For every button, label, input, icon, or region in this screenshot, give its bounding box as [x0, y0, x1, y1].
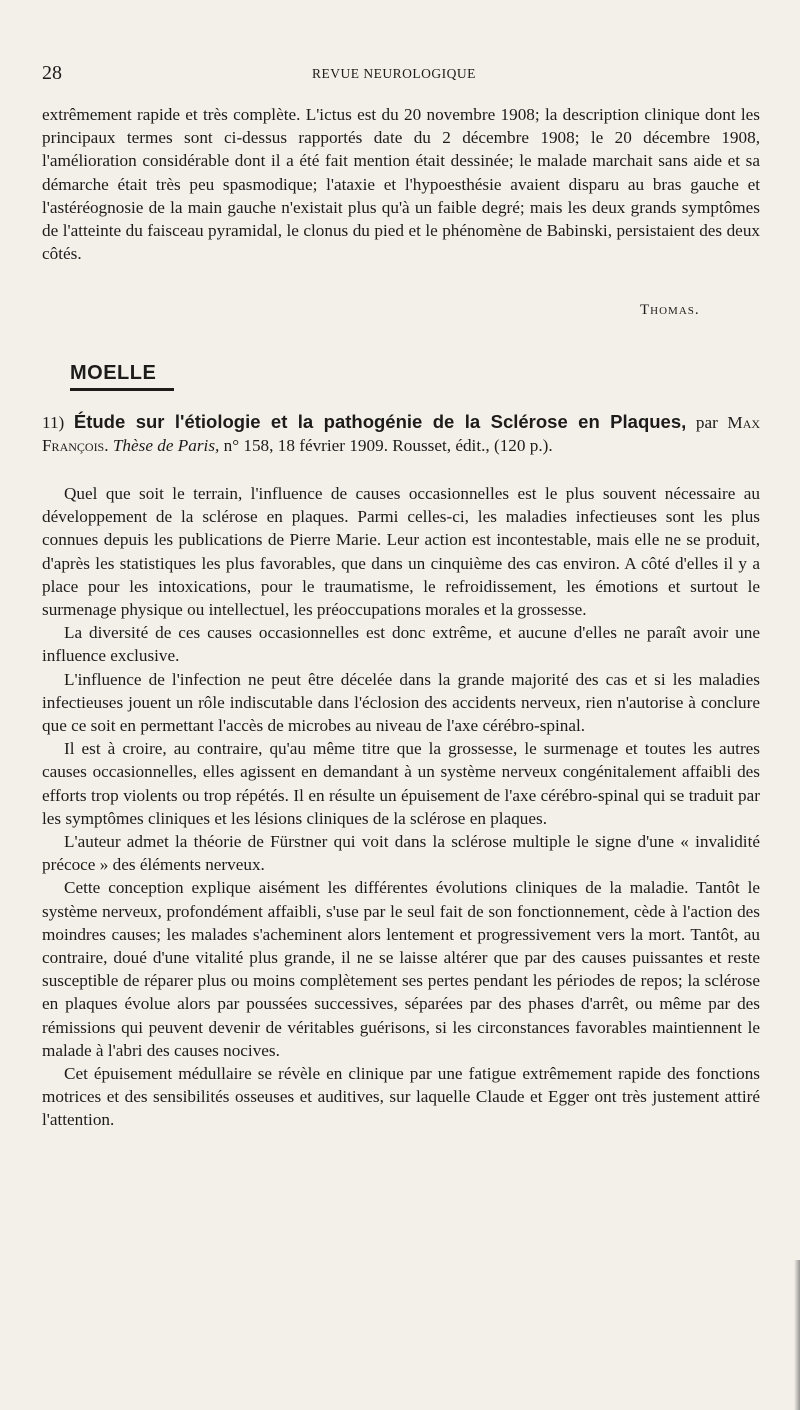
entry-number: 11) — [42, 413, 65, 432]
body-paragraph: Cet épuisement médullaire se révèle en clinique par une fatigue extrêmement rapide des fonctions motrices et des sensibilités osseuses et auditives, sur laquelle Claude et Egger ont très justement attiré l'attention. — [42, 1064, 760, 1130]
body-paragraph: Quel que soit le terrain, l'influence de causes occasionnelles est le plus souvent nécessaire au développement de la sclérose en plaques. Parmi celles-ci, les maladies infectieuses sont les plus connues depuis les publications de Pierre Marie. Leur action est incontestable, mais elle ne se produit, d'après les statistiques les plus favorables, que dans un cinquième des cas environ. A côté d'elles il y a place pour les intoxications, pour le traumatisme, le refroidissement, les émotions et surtout le surmenage physique ou intellectuel, les préoccupations morales et la grossesse. — [42, 484, 760, 620]
running-head: REVUE NEUROLOGIQUE — [312, 66, 476, 81]
entry-details: n° 158, 18 février 1909. Rousset, édit., (120 p.). — [223, 436, 553, 455]
entry-author: Max François. — [42, 413, 761, 455]
entry-heading — [42, 410, 760, 457]
review-entry — [42, 410, 760, 457]
section-underline — [70, 388, 174, 391]
body-paragraph: La diversité de ces causes occasionnelles est donc extrême, et aucune d'elles ne paraît avoir une influence exclusive. — [42, 623, 760, 666]
intro-paragraph: extrêmement rapide et très complète. L'ictus est du 20 novembre 1908; la description clinique dont les principaux termes sont ci-dessus rapportés date du 2 décembre 1908; le 20 décembre 1908, l'amélioration considérable dont il a été fait mention était dessinée; le malade marchait sans aide et sa démarche était très peu spasmodique; l'ataxie et l'hypoesthésie avaient disparu au bras gauche et l'astéréognosie de la main gauche n'existait plus qu'à un faible degré; mais les deux grands symptômes de l'atteinte du faisceau pyramidal, le clonus du pied et le phénomène de Babinski, persistaient des deux côtés. — [42, 105, 760, 264]
entry-source: Thèse de Paris, — [112, 436, 220, 455]
body-paragraph: Cette conception explique aisément les différentes évolutions cliniques de la maladie. Tantôt le système nerveux, profondément affaibli, s'use par le seul fait de son fonctionnement, cède à l'action des moindres causes; les malades s'acheminent alors lentement et progressivement vers la mort. Tantôt, au contraire, doué d'une vitalité plus grande, il ne se laisse altérer que par des causes puissantes et reste susceptible de réparer plus ou moins complètement ses pertes pendant les périodes de repos; la sclérose en plaques évolue alors par poussées successives, séparées par des phases d'arrêt, ou même par des rémissions qui peuvent devenir de véritables guérisons, si les circonstances favorables maintiennent le malade à l'abri des causes nocives. — [42, 878, 760, 1060]
page-header — [42, 62, 762, 92]
intro-text — [42, 103, 760, 265]
review-signature: Thomas. — [640, 302, 700, 318]
body-paragraph: Il est à croire, au contraire, qu'au même titre que la grossesse, le surmenage et toutes les autres causes occasionnelles, elles agissent en demandant à un système nerveux congénitalement affaibli des efforts trop violents ou trop répétés. Il en résulte un épuisement de l'axe cérébro-spinal qui se traduit par les symptômes cliniques et les lésions cliniques de la sclérose en plaques. — [42, 739, 760, 828]
page-number: 28 — [42, 62, 62, 84]
page-edge-shadow — [794, 1260, 800, 1410]
body-paragraph: L'influence de l'infection ne peut être décelée dans la grande majorité des cas et si les maladies infectieuses jouent un rôle indiscutable dans l'éclosion des accidents nerveux, rien n'autorise à conclure que ce soit en permettant l'accès de microbes au niveau de l'axe cérébro-spinal. — [42, 669, 760, 736]
entry-by: par — [695, 413, 718, 432]
body-paragraph: L'auteur admet la théorie de Fürstner qui voit dans la sclérose multiple le signe d'une « invalidité précoce » des éléments nerveux. — [42, 832, 760, 875]
entry-body — [42, 482, 760, 1132]
section-title: MOELLE — [70, 362, 157, 384]
entry-title: Étude sur l'étiologie et la pathogénie de la Sclérose en Plaques, — [73, 411, 687, 432]
